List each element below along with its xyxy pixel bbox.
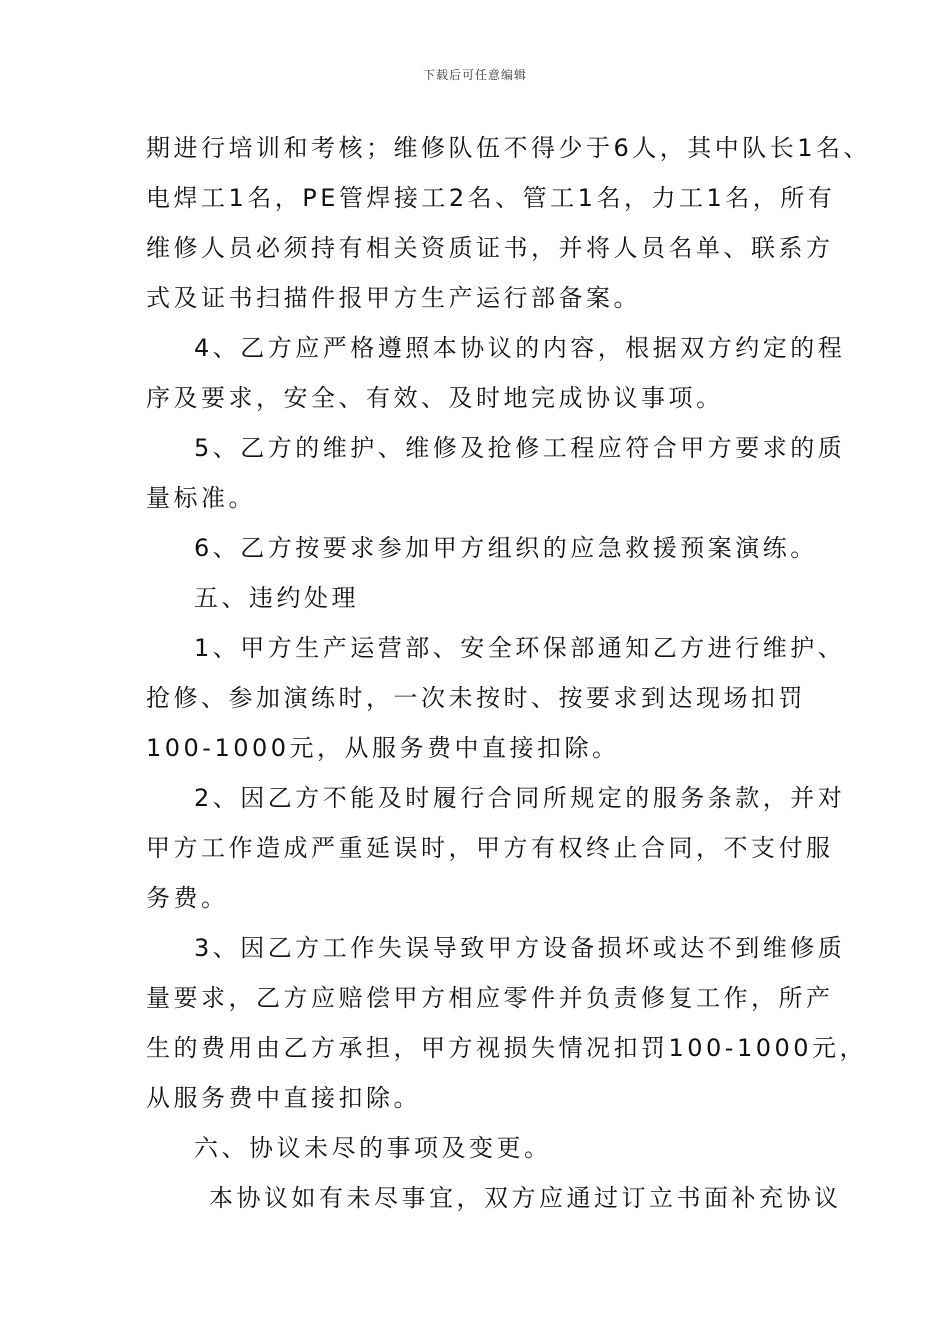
section-heading-changes: 六、协议未尽的事项及变更。: [194, 1134, 552, 1162]
page-header-watermark: 下载后可任意编辑: [422, 68, 527, 82]
body-line: 维修人员必须持有相关资质证书，并将人员名单、联系方: [146, 234, 834, 262]
paragraph-item-6: 6、乙方按要求参加甲方组织的应急救援预案演练。: [194, 534, 818, 562]
body-line: 甲方工作造成严重延误时，甲方有权终止合同，不支付服: [146, 834, 834, 862]
body-line: 本协议如有未尽事宜，双方应通过订立书面补充协议: [209, 1184, 842, 1212]
paragraph-item-5: 5、乙方的维护、维修及抢修工程应符合甲方要求的质: [194, 434, 846, 462]
body-line: 电焊工1名，PE管焊接工2名、管工1名，力工1名，所有: [146, 184, 836, 212]
body-line: 从服务费中直接扣除。: [146, 1084, 421, 1112]
paragraph-item-2: 2、因乙方不能及时履行合同所规定的服务条款，并对: [194, 784, 846, 812]
paragraph-item-1: 1、甲方生产运营部、安全环保部通知乙方进行维护、: [194, 634, 846, 662]
body-line: 量标准。: [146, 484, 256, 512]
section-heading-breach: 五、违约处理: [194, 584, 359, 612]
body-line: 量要求，乙方应赔偿甲方相应零件并负责修复工作，所产: [146, 984, 834, 1012]
body-line: 式及证书扫描件报甲方生产运行部备案。: [146, 284, 641, 312]
body-line: 务费。: [146, 884, 229, 912]
body-line: 抢修、参加演练时，一次未按时、按要求到达现场扣罚: [146, 684, 806, 712]
paragraph-item-3: 3、因乙方工作失误导致甲方设备损坏或达不到维修质: [194, 934, 846, 962]
body-line: 序及要求，安全、有效、及时地完成协议事项。: [146, 384, 724, 412]
body-line: 期进行培训和考核；维修队伍不得少于6人，其中队长1名、: [146, 134, 872, 162]
body-line: 生的费用由乙方承担，甲方视损失情况扣罚100-1000元，: [146, 1034, 868, 1062]
paragraph-item-4: 4、乙方应严格遵照本协议的内容，根据双方约定的程: [194, 334, 846, 362]
body-line: 100-1000元，从服务费中直接扣除。: [146, 734, 620, 762]
